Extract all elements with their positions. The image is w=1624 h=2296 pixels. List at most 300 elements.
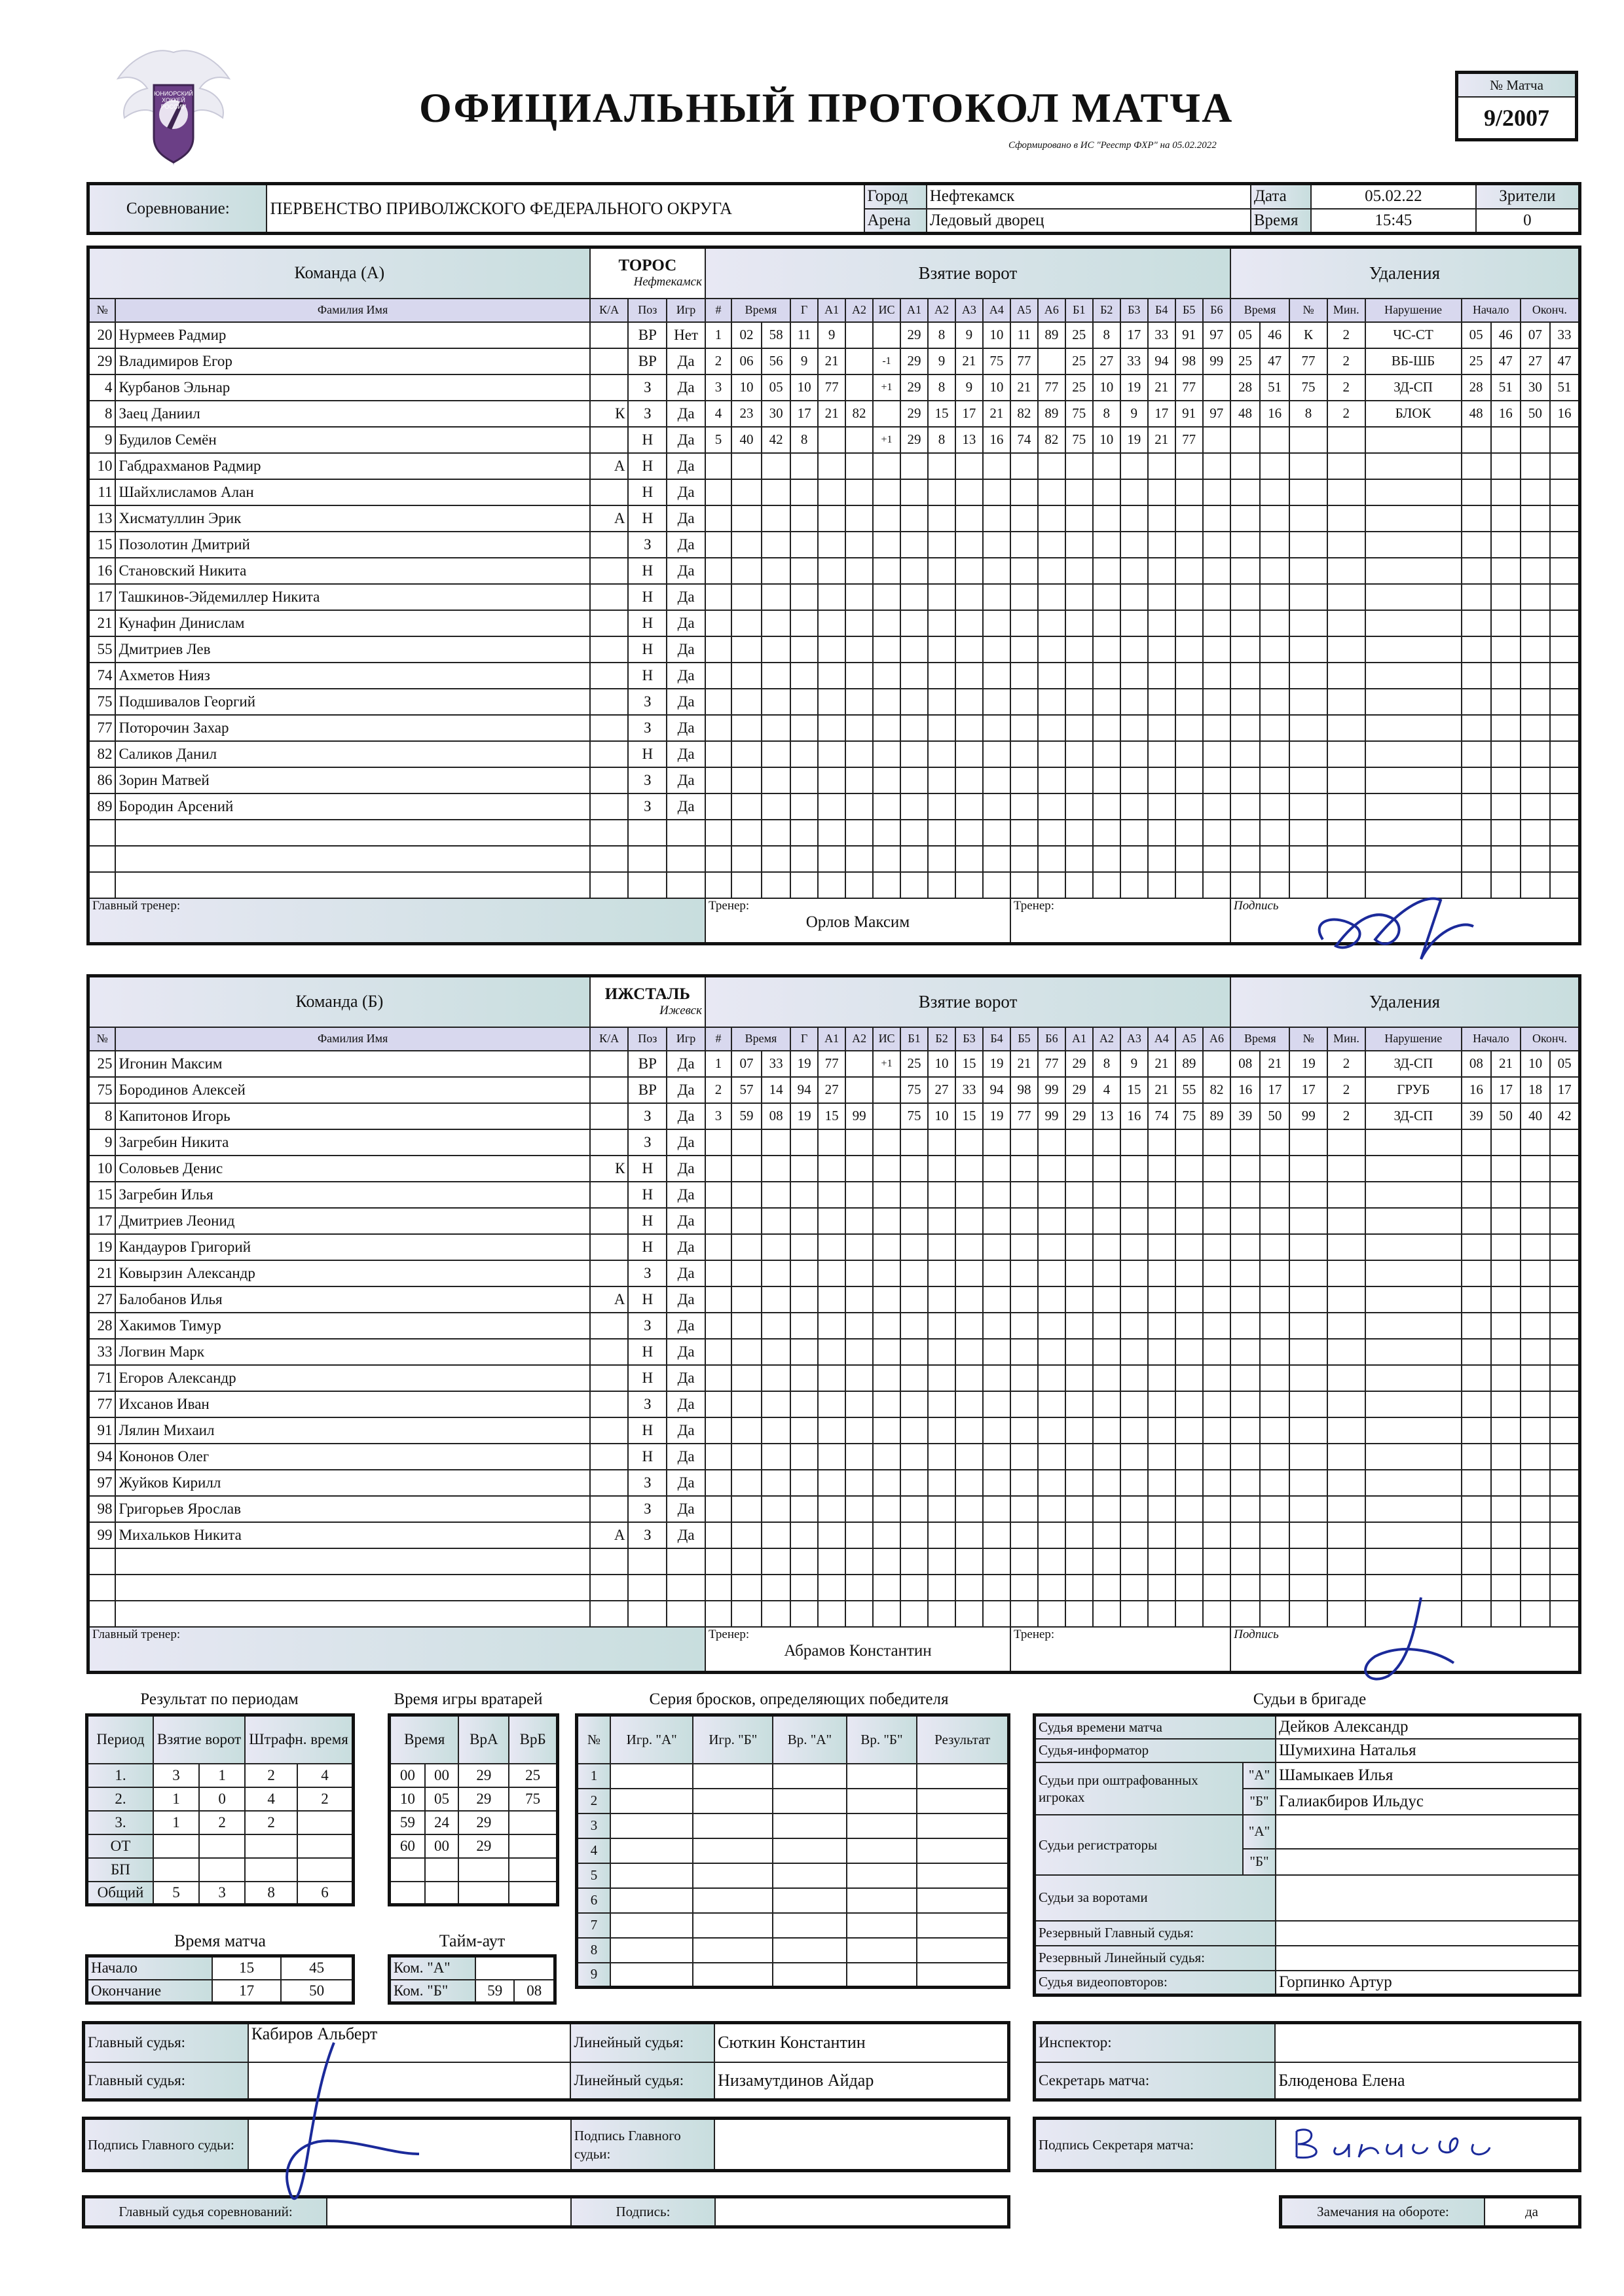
team_a-penalty-cell xyxy=(1365,505,1462,532)
shootout-cell xyxy=(610,1838,693,1863)
team_b-penalty-cell xyxy=(1521,1286,1550,1313)
team_b-player-cell: Да xyxy=(667,1051,705,1077)
team_a-goal-cell xyxy=(1203,558,1230,584)
team_a-goal-cell xyxy=(1148,558,1175,584)
team_b-goal-cell xyxy=(731,1496,762,1522)
signature-team-a xyxy=(1297,881,1493,979)
period-cell: 8 xyxy=(245,1882,297,1905)
team_b-goal-cell xyxy=(1203,1470,1230,1496)
team_a-goal-cell xyxy=(1093,872,1120,898)
team_a-goal-cell xyxy=(1203,663,1230,689)
team_a-goal-cell xyxy=(1093,663,1120,689)
team_a-goal-cell xyxy=(818,820,845,846)
team_b-goal-cell xyxy=(983,1470,1010,1496)
team_b-penalty-cell xyxy=(1521,1339,1550,1365)
team_b-pen-col-4: Начало xyxy=(1462,1027,1521,1051)
team_a-goal-cell xyxy=(1175,820,1203,846)
team_b-penalty-cell xyxy=(1521,1182,1550,1208)
team_b-goal-cell xyxy=(705,1208,731,1234)
team_b-penalty-cell xyxy=(1230,1496,1260,1522)
team_a-player-cell xyxy=(115,872,589,898)
team_a-penalty-cell: 16 xyxy=(1491,401,1521,427)
team_b-goal-cell xyxy=(900,1339,928,1365)
team_b-player-cell: Да xyxy=(667,1260,705,1286)
team_a-goal-cell: 9 xyxy=(928,348,955,374)
team_b-goal-cell xyxy=(1010,1391,1038,1417)
team_b-penalty-cell xyxy=(1491,1208,1521,1234)
team_b-goal-cell xyxy=(1203,1548,1230,1575)
team_a-goal-cell: 02 xyxy=(731,322,762,348)
team_b-penalty-cell xyxy=(1550,1313,1579,1339)
team_a-penalty-cell xyxy=(1491,505,1521,532)
team_a-goal-cell xyxy=(1065,846,1093,872)
team_b-player-cell: Н xyxy=(628,1182,667,1208)
shootout-cell xyxy=(917,1913,1008,1938)
team_a-goal-cell xyxy=(928,636,955,663)
team_b-goal-cell xyxy=(762,1156,790,1182)
team_a-player-cell: З xyxy=(628,793,667,820)
team_a-goal-cell: 19 xyxy=(1120,427,1148,453)
team_b-player-cell xyxy=(590,1129,629,1156)
team_b-penalty-cell: 2 xyxy=(1327,1051,1365,1077)
team_a-penalty-cell xyxy=(1260,636,1289,663)
team_a-goal-cell xyxy=(955,584,983,610)
team_b-goal-cell xyxy=(873,1208,900,1234)
team_a-goal-cell xyxy=(900,479,928,505)
period-cell: 1 xyxy=(199,1764,245,1787)
team_a-goal-cell xyxy=(1010,453,1038,479)
team_a-goal-cell xyxy=(818,741,845,767)
team_b-goal-cell: 82 xyxy=(1203,1077,1230,1103)
team_b-penalty-cell xyxy=(1462,1208,1491,1234)
team_a-goal-cell xyxy=(790,479,818,505)
shootout-cell xyxy=(847,1813,917,1838)
referee-row xyxy=(1035,1715,1580,1739)
period-cell: 0 xyxy=(199,1787,245,1811)
team_a-penalty-cell xyxy=(1491,610,1521,636)
team_a-penalty-cell xyxy=(1230,663,1260,689)
team_a-pen-col-2: Мин. xyxy=(1327,299,1365,322)
team_b-goal-cell xyxy=(731,1365,762,1391)
team_b-name: ИЖСТАЛЬ xyxy=(604,985,690,1004)
team_b-goal-cell xyxy=(955,1339,983,1365)
team_b-penalty-cell xyxy=(1289,1575,1327,1601)
team_b-row xyxy=(88,1129,1580,1156)
team_b-penalty-cell: 19 xyxy=(1289,1051,1327,1077)
team_a-goal-cell xyxy=(731,846,762,872)
team_a-goal-cell: 89 xyxy=(1038,401,1065,427)
team_b-player-cell xyxy=(628,1548,667,1575)
team_a-goal-cell xyxy=(762,505,790,532)
team_b-goal-cell: 99 xyxy=(1038,1077,1065,1103)
main-ref-signature-label-2: Подпись Главного судьи: xyxy=(571,2119,714,2171)
team_a-goal-cell xyxy=(1038,663,1065,689)
shootout-cell xyxy=(693,1963,773,1988)
team_b-penalty-cell xyxy=(1260,1365,1289,1391)
team_b-penalty-cell xyxy=(1550,1156,1579,1182)
team_b-goal-cell xyxy=(1038,1470,1065,1496)
team_a-goal-cell xyxy=(1203,872,1230,898)
main-ref-signature-label: Подпись Главного судьи: xyxy=(84,2119,248,2171)
team_a-goal-cell xyxy=(900,793,928,820)
team_a-goal-cell: 42 xyxy=(762,427,790,453)
team_b-goal-cell xyxy=(1120,1575,1148,1601)
team_a-penalty-cell xyxy=(1260,689,1289,715)
competition-ref-row xyxy=(82,2195,1010,2229)
team_b-goal-cell xyxy=(1093,1522,1120,1548)
team_b-goal-cell xyxy=(1203,1234,1230,1260)
team_b-goal-cell xyxy=(1203,1496,1230,1522)
shootout-cell xyxy=(773,1888,846,1913)
team_a-row xyxy=(88,715,1580,741)
timeout-table xyxy=(388,1954,557,2005)
team_b-goal-cell xyxy=(900,1601,928,1627)
goalie-cell xyxy=(390,1882,425,1905)
team_a-goal-cell: 77 xyxy=(1010,348,1038,374)
team_b-goal-cell xyxy=(983,1129,1010,1156)
match-start-hour: 15 xyxy=(212,1956,281,1980)
team_a-penalty-cell xyxy=(1550,689,1580,715)
team_b-goal-cell: 27 xyxy=(928,1077,955,1103)
period-cell: 3. xyxy=(87,1811,154,1834)
team_a-row xyxy=(88,584,1580,610)
team_b-player-cell: Бородинов Алексей xyxy=(115,1077,589,1103)
team_a-goal-cell xyxy=(1010,610,1038,636)
team_a-penalty-cell xyxy=(1521,584,1550,610)
team_a-row xyxy=(88,741,1580,767)
team_a-goal-cell xyxy=(1038,636,1065,663)
team_b-goal-cell xyxy=(1148,1129,1175,1156)
shootout-col-no: № xyxy=(577,1715,611,1764)
period-cell: 4 xyxy=(245,1787,297,1811)
team_b-player-cell: 71 xyxy=(88,1365,116,1391)
period-cell: 3 xyxy=(199,1882,245,1905)
team_b-goal-cell xyxy=(900,1444,928,1470)
team_a-penalty-cell xyxy=(1462,532,1491,558)
team_a-goal-cell: 97 xyxy=(1203,322,1230,348)
team_a-goal-cell xyxy=(818,793,845,820)
team_b-goal-cell xyxy=(900,1182,928,1208)
team_b-player-cell: 99 xyxy=(88,1522,116,1548)
period-cell xyxy=(199,1858,245,1882)
referee-sub: "Б" xyxy=(1243,1849,1276,1875)
team_a-penalty-cell xyxy=(1289,636,1327,663)
team_a-goal-cell: 77 xyxy=(1175,374,1203,401)
team_a-goal-cell xyxy=(731,558,762,584)
team_a-goal-cell xyxy=(1010,820,1038,846)
team_a-penalty-cell xyxy=(1327,453,1365,479)
team_b-penalty-cell xyxy=(1365,1339,1462,1365)
team_a-goal-cell xyxy=(900,689,928,715)
team_a-coach-2-label: Тренер: xyxy=(1013,898,1055,913)
team_a-penalty-cell xyxy=(1230,820,1260,846)
team_b-goal-cell xyxy=(762,1548,790,1575)
team_b-player-cell: Да xyxy=(667,1077,705,1103)
period-row xyxy=(87,1882,354,1905)
team_a-player-cell: Габдрахманов Радмир xyxy=(115,453,589,479)
team_b-penalty-cell: 17 xyxy=(1550,1077,1579,1103)
team_a-goal-cell xyxy=(983,610,1010,636)
team_a-player-cell xyxy=(590,636,629,663)
team_b-penalty-cell xyxy=(1462,1182,1491,1208)
team_b-goal-cell xyxy=(983,1208,1010,1234)
period-cell xyxy=(245,1858,297,1882)
team_b-col-0: № xyxy=(88,1027,116,1051)
team_a-goal-cell xyxy=(731,767,762,793)
team_a-goal-cell xyxy=(955,453,983,479)
team_a-goal-cell xyxy=(928,663,955,689)
team_a-goal-cell xyxy=(762,715,790,741)
team_b-penalty-cell xyxy=(1550,1365,1579,1391)
team_b-penalty-cell xyxy=(1260,1182,1289,1208)
goalie-cell: 29 xyxy=(458,1764,509,1787)
team_b-goal-cell xyxy=(845,1156,873,1182)
team_a-goal-cell xyxy=(955,558,983,584)
team_b-goal-cell xyxy=(731,1575,762,1601)
team_b-penalty-cell: 17 xyxy=(1289,1077,1327,1103)
team_a-goal-cell: 13 xyxy=(955,427,983,453)
shootout-cell xyxy=(773,1789,846,1813)
team_b-penalty-cell xyxy=(1230,1444,1260,1470)
team_a-goal-cell xyxy=(983,872,1010,898)
team_b-goal-cell: 15 xyxy=(1120,1077,1148,1103)
team_b-row xyxy=(88,1548,1580,1575)
team_a-goal-cell xyxy=(1038,793,1065,820)
referee-label: Судья видеоповторов: xyxy=(1035,1971,1276,1995)
goalie-cell: 60 xyxy=(390,1834,425,1858)
main-ref-1: Кабиров Альберт xyxy=(248,2023,571,2062)
team_a-player-cell: 9 xyxy=(88,427,116,453)
team_b-goal-cell xyxy=(818,1234,845,1260)
team_b-row xyxy=(88,1313,1580,1339)
team_a-goal-cell xyxy=(1148,689,1175,715)
team_a-goal-cell xyxy=(1010,846,1038,872)
team_b-goal-cell xyxy=(1148,1575,1175,1601)
team_b-penalty-cell xyxy=(1521,1601,1550,1627)
team_b-penalty-cell xyxy=(1289,1417,1327,1444)
team_b-goal-cell xyxy=(790,1260,818,1286)
team_a-penalty-cell: 50 xyxy=(1521,401,1550,427)
shootout-no: 3 xyxy=(577,1813,611,1838)
team_b-player-cell: Н xyxy=(628,1365,667,1391)
team_a-penalty-cell xyxy=(1462,767,1491,793)
team_a-goal-cell xyxy=(845,374,873,401)
team_a-goal-cell xyxy=(845,872,873,898)
shootout-col-player-b: Игр. "Б" xyxy=(693,1715,773,1764)
team_a-goal-cell xyxy=(731,715,762,741)
team_b-goal-cell xyxy=(1120,1548,1148,1575)
team_a-player-cell xyxy=(628,820,667,846)
team_a-penalty-cell xyxy=(1462,584,1491,610)
team_a-goal-cell xyxy=(1010,741,1038,767)
team_a-player-cell: А xyxy=(590,505,629,532)
team_a-goal-col-12: Б1 xyxy=(1065,299,1093,322)
team_b-goal-cell: 16 xyxy=(1120,1103,1148,1129)
team_b-goal-cell xyxy=(1175,1313,1203,1339)
team_a-goal-cell xyxy=(731,663,762,689)
team_a-goal-cell xyxy=(1120,636,1148,663)
team_a-goal-cell xyxy=(705,610,731,636)
competition-label: Соревнование: xyxy=(88,184,267,234)
team_b-penalty-cell xyxy=(1521,1313,1550,1339)
team_b-penalty-cell xyxy=(1327,1182,1365,1208)
team_a-penalty-cell xyxy=(1365,532,1462,558)
team_a-row xyxy=(88,636,1580,663)
team_a-player-cell: 16 xyxy=(88,558,116,584)
team_a-goal-cell xyxy=(955,689,983,715)
team_b-penalty-cell xyxy=(1521,1522,1550,1548)
team_a-goal-cell xyxy=(928,558,955,584)
team_b-penalty-cell xyxy=(1550,1417,1579,1444)
team_b-goal-cell xyxy=(790,1496,818,1522)
team_a-goal-cell xyxy=(1148,872,1175,898)
team_b-goal-cell xyxy=(1093,1182,1120,1208)
team_b-goal-col-10: Б5 xyxy=(1010,1027,1038,1051)
team_a-goal-cell xyxy=(1038,584,1065,610)
team_b-player-cell: З xyxy=(628,1391,667,1417)
team_b-goal-cell xyxy=(928,1260,955,1286)
team_b-goal-cell xyxy=(762,1286,790,1313)
team_b-goal-cell: 15 xyxy=(955,1051,983,1077)
team_b-goal-cell: 21 xyxy=(1148,1051,1175,1077)
team_b-goal-cell xyxy=(705,1575,731,1601)
emblem-text: ЮНИОРСКИЙ ХОККЕЙ РОССИИ xyxy=(154,90,193,110)
team_b-penalty-cell xyxy=(1462,1391,1491,1417)
team_b-penalty-cell xyxy=(1462,1417,1491,1444)
match-end-min: 50 xyxy=(281,1980,353,2003)
team_a-player-cell: Да xyxy=(667,689,705,715)
team_b-goal-cell xyxy=(790,1313,818,1339)
referee-label: Судьи регистраторы xyxy=(1035,1815,1244,1875)
team_a-goal-cell xyxy=(1175,741,1203,767)
team_a-goal-cell xyxy=(845,584,873,610)
team_a-penalty-cell: 30 xyxy=(1521,374,1550,401)
team_b-goal-cell xyxy=(818,1417,845,1444)
team_a-player-cell: Курбанов Эльнар xyxy=(115,374,589,401)
team_a-goal-cell xyxy=(845,348,873,374)
team_a-penalty-cell xyxy=(1260,505,1289,532)
team_b-goal-cell xyxy=(1175,1444,1203,1470)
team_a-goal-cell xyxy=(1148,663,1175,689)
team_a-goal-cell xyxy=(1203,636,1230,663)
team_b-col-3: Поз xyxy=(628,1027,667,1051)
team_a-goal-cell xyxy=(1175,846,1203,872)
team_a-goal-cell xyxy=(762,846,790,872)
line-ref-1: Сюткин Константин xyxy=(714,2023,1008,2062)
shootout-cell xyxy=(693,1789,773,1813)
team_a-penalty-cell xyxy=(1365,663,1462,689)
referees-table xyxy=(1033,1713,1581,1997)
team_a-penalty-cell xyxy=(1260,715,1289,741)
team_b-goal-cell xyxy=(873,1417,900,1444)
team_b-penalty-cell xyxy=(1230,1182,1260,1208)
team_b-row xyxy=(88,1182,1580,1208)
team_a-goal-cell xyxy=(900,846,928,872)
referee-sub: "А" xyxy=(1243,1762,1276,1789)
team_a-goal-cell xyxy=(762,584,790,610)
team_b-player-cell xyxy=(590,1182,629,1208)
team_b-goal-cell xyxy=(1010,1234,1038,1260)
team_b-goal-cell xyxy=(1038,1365,1065,1391)
team_a-goal-cell: 17 xyxy=(955,401,983,427)
team_a-penalty-cell xyxy=(1462,793,1491,820)
team_b-goal-cell xyxy=(928,1496,955,1522)
shootout-no: 4 xyxy=(577,1838,611,1863)
team_a-penalty-cell xyxy=(1289,427,1327,453)
team_b-goal-cell xyxy=(955,1156,983,1182)
match-end-hour: 17 xyxy=(212,1980,281,2003)
team_a-player-cell: Да xyxy=(667,532,705,558)
team_a-penalty-cell xyxy=(1462,689,1491,715)
team_a-penalty-cell: 2 xyxy=(1327,374,1365,401)
team_a-goal-cell xyxy=(790,663,818,689)
team_a-player-cell xyxy=(628,846,667,872)
goalie-col-a: ВрА xyxy=(458,1715,509,1764)
team_a-goal-cell xyxy=(705,505,731,532)
team_a-goal-cell xyxy=(1175,663,1203,689)
team_a-goal-cell xyxy=(955,663,983,689)
team_a-penalty-cell: 47 xyxy=(1260,348,1289,374)
team_a-goal-col-13: Б2 xyxy=(1093,299,1120,322)
team_a-goal-col-1: Время xyxy=(731,299,790,322)
team_a-coach-2 xyxy=(1010,898,1230,944)
team_b-penalty-cell xyxy=(1521,1470,1550,1496)
team_b-penalty-cell xyxy=(1260,1548,1289,1575)
team_b-goal-cell xyxy=(873,1286,900,1313)
team_a-penalty-cell: БЛОК xyxy=(1365,401,1462,427)
team_a-player-cell: 11 xyxy=(88,479,116,505)
team_b-goal-cell xyxy=(818,1286,845,1313)
team_b-player-cell: Егоров Александр xyxy=(115,1365,589,1391)
team_a-goal-cell xyxy=(790,715,818,741)
team_b-player-cell: Загребин Илья xyxy=(115,1182,589,1208)
team_b-goal-cell xyxy=(845,1182,873,1208)
team_a-goal-cell xyxy=(790,846,818,872)
team_a-penalty-cell xyxy=(1327,479,1365,505)
spectators-value: 0 xyxy=(1476,209,1580,234)
team_b-goal-cell xyxy=(1175,1522,1203,1548)
team_a-goal-cell xyxy=(1065,636,1093,663)
team_a-goal-cell xyxy=(955,479,983,505)
team_b-penalty-cell xyxy=(1289,1234,1327,1260)
team_b-goal-cell xyxy=(705,1260,731,1286)
team_b-goal-cell xyxy=(955,1260,983,1286)
line-ref-2: Низамутдинов Айдар xyxy=(714,2062,1008,2100)
team_b-goal-cell xyxy=(900,1365,928,1391)
team_b-player-cell: 21 xyxy=(88,1260,116,1286)
team_a-player-cell: 21 xyxy=(88,610,116,636)
referee-value xyxy=(1276,1815,1580,1849)
team_b-penalty-cell xyxy=(1289,1182,1327,1208)
team_a-penalty-cell xyxy=(1462,558,1491,584)
team_a-penalty-cell: 28 xyxy=(1230,374,1260,401)
team_a-goal-cell xyxy=(1065,715,1093,741)
team_a-head-coach-label: Главный тренер: xyxy=(92,898,181,913)
team_b-penalty-cell xyxy=(1230,1129,1260,1156)
team_b-goal-cell xyxy=(818,1496,845,1522)
team_b-penalty-cell xyxy=(1521,1496,1550,1522)
team_b-player-cell xyxy=(590,1260,629,1286)
team_b-penalty-cell xyxy=(1365,1260,1462,1286)
team_b-goal-cell: 9 xyxy=(1120,1051,1148,1077)
team_b-goal-cell xyxy=(983,1313,1010,1339)
team_b-goal-col-2: Г xyxy=(790,1027,818,1051)
team_a-penalty-cell xyxy=(1260,820,1289,846)
team_b-goal-cell xyxy=(928,1548,955,1575)
team_b-goal-cell xyxy=(845,1313,873,1339)
team_a-goal-cell xyxy=(873,479,900,505)
shootout-cell xyxy=(847,1938,917,1963)
